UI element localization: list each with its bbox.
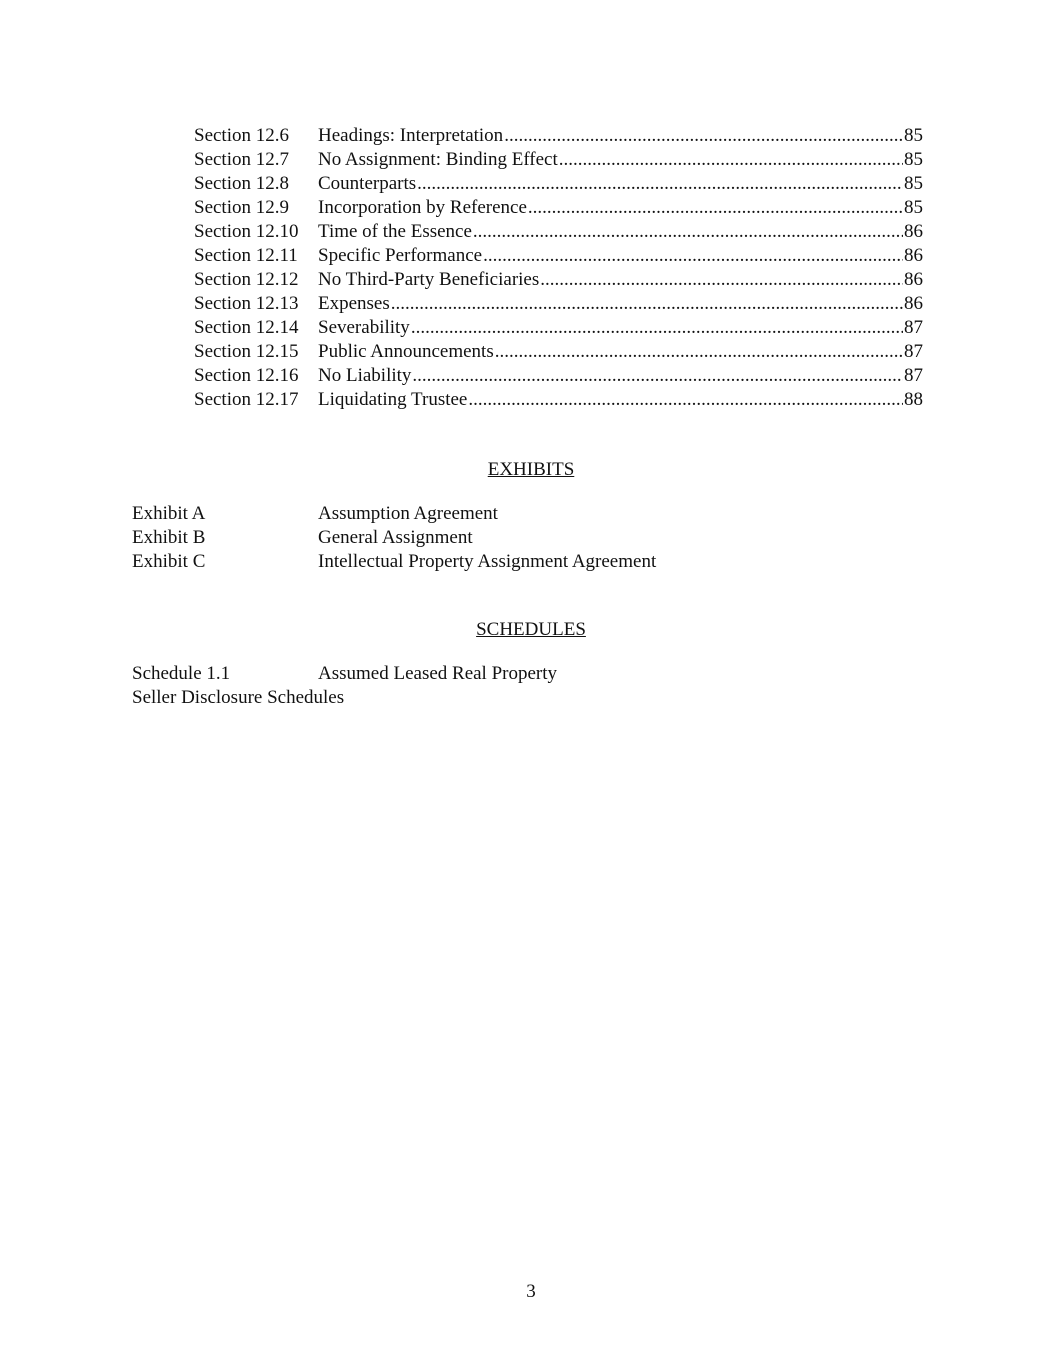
exhibits-list	[132, 502, 932, 574]
toc-entry	[194, 364, 923, 388]
toc-dot-leader	[528, 196, 903, 220]
toc-section-number: Section 12.13	[194, 293, 299, 314]
toc-dot-leader	[540, 268, 903, 292]
table-of-contents	[194, 124, 923, 412]
toc-dot-leader	[411, 316, 903, 340]
list-item	[132, 662, 932, 686]
list-item	[132, 686, 932, 710]
toc-page-number: 85	[904, 197, 923, 218]
toc-page-number: 85	[904, 173, 923, 194]
toc-entry	[194, 172, 923, 196]
toc-dot-leader	[483, 244, 903, 268]
schedules-heading: SCHEDULES	[476, 619, 586, 640]
toc-dot-leader	[412, 364, 903, 388]
toc-dot-leader	[391, 292, 903, 316]
toc-section-title: Public Announcements	[318, 341, 494, 362]
seller-disclosure-schedules: Seller Disclosure Schedules	[132, 687, 345, 708]
toc-section-number: Section 12.14	[194, 317, 299, 338]
toc-section-title: Liquidating Trustee	[318, 389, 468, 410]
schedule-title: Assumed Leased Real Property	[318, 663, 558, 684]
toc-section-number: Section 12.15	[194, 341, 299, 362]
toc-section-title: Headings: Interpretation	[318, 125, 504, 146]
toc-section-number: Section 12.6	[194, 125, 289, 146]
toc-page-number: 86	[904, 245, 923, 266]
toc-section-title: Specific Performance	[318, 245, 483, 266]
toc-section-title: Expenses	[318, 293, 390, 314]
page-number: 3	[526, 1281, 536, 1302]
list-item	[132, 502, 932, 526]
toc-page-number: 87	[904, 365, 923, 386]
toc-section-number: Section 12.11	[194, 245, 298, 266]
toc-page-number: 86	[904, 221, 923, 242]
toc-page-number: 85	[904, 149, 923, 170]
toc-entry	[194, 196, 923, 220]
toc-section-number: Section 12.10	[194, 221, 299, 242]
toc-entry	[194, 316, 923, 340]
toc-entry	[194, 292, 923, 316]
exhibit-title: Intellectual Property Assignment Agreement	[318, 551, 657, 572]
toc-section-number: Section 12.8	[194, 173, 289, 194]
exhibit-label: Exhibit A	[132, 503, 206, 524]
exhibit-label: Exhibit B	[132, 527, 206, 548]
toc-entry	[194, 388, 923, 412]
toc-dot-leader	[504, 124, 903, 148]
toc-entry	[194, 220, 923, 244]
toc-section-number: Section 12.17	[194, 389, 299, 410]
exhibit-title: Assumption Agreement	[318, 503, 498, 524]
toc-section-title: Incorporation by Reference	[318, 197, 527, 218]
toc-page-number: 85	[904, 125, 923, 146]
toc-entry	[194, 244, 923, 268]
toc-page-number: 88	[904, 389, 923, 410]
exhibit-label: Exhibit C	[132, 551, 206, 572]
toc-entry	[194, 268, 923, 292]
toc-entry	[194, 124, 923, 148]
toc-section-title: Severability	[318, 317, 410, 338]
toc-dot-leader	[417, 172, 903, 196]
toc-page-number: 86	[904, 269, 923, 290]
toc-entry	[194, 340, 923, 364]
toc-page-number: 87	[904, 317, 923, 338]
toc-section-title: Time of the Essence	[318, 221, 472, 242]
toc-entry	[194, 148, 923, 172]
list-item	[132, 526, 932, 550]
toc-dot-leader	[559, 148, 903, 172]
toc-section-title: Counterparts	[318, 173, 417, 194]
toc-section-number: Section 12.9	[194, 197, 289, 218]
toc-section-number: Section 12.7	[194, 149, 289, 170]
toc-dot-leader	[473, 220, 903, 244]
schedule-label: Schedule 1.1	[132, 663, 231, 684]
toc-section-title: No Assignment: Binding Effect	[318, 149, 558, 170]
exhibit-title: General Assignment	[318, 527, 473, 548]
toc-dot-leader	[495, 340, 903, 364]
toc-page-number: 86	[904, 293, 923, 314]
exhibits-heading: EXHIBITS	[487, 459, 575, 480]
list-item	[132, 550, 932, 574]
toc-section-title: No Third-Party Beneficiaries	[318, 269, 540, 290]
toc-page-number: 87	[904, 341, 923, 362]
toc-section-title: No Liability	[318, 365, 412, 386]
schedules-list	[132, 662, 932, 710]
toc-dot-leader	[468, 388, 903, 412]
toc-section-number: Section 12.12	[194, 269, 299, 290]
toc-section-number: Section 12.16	[194, 365, 299, 386]
